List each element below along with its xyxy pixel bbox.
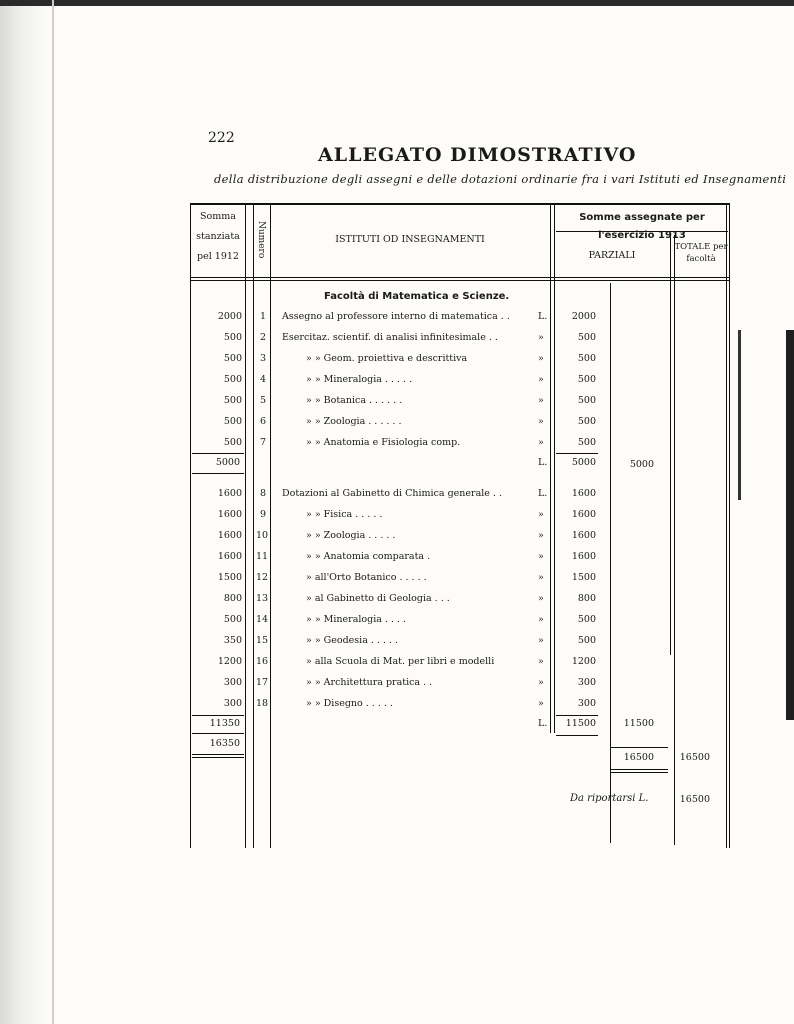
col-divider (554, 203, 555, 733)
subtotal-stanziata: 11350 (209, 718, 240, 729)
col-divider (270, 203, 271, 848)
subtotal-rule (192, 715, 244, 716)
row-parziale: 500 (577, 353, 596, 364)
row-number: 9 (260, 509, 267, 520)
row-parziale: 1600 (571, 488, 596, 499)
row-currency: » (538, 635, 544, 646)
grand-rule (610, 747, 668, 748)
row-stanziata: 500 (223, 353, 242, 364)
row-description: » » Anatomia e Fisiologia comp. (306, 437, 461, 448)
carry-forward-text: Da riportarsi (570, 793, 636, 804)
row-number: 8 (260, 488, 267, 499)
row-number: 5 (260, 395, 267, 406)
row-currency: » (538, 677, 544, 688)
col-divider (674, 235, 675, 845)
allocation-table (190, 203, 730, 848)
row-currency: » (538, 593, 544, 604)
row-stanziata: 1600 (217, 551, 242, 562)
subtotal-rule (192, 473, 244, 474)
subtotal-rule (556, 715, 598, 716)
row-stanziata: 800 (223, 593, 242, 604)
row-currency: » (538, 374, 544, 385)
row-stanziata: 1600 (217, 509, 242, 520)
row-currency: » (538, 656, 544, 667)
row-currency: » (538, 353, 544, 364)
document-title: ALLEGATO DIMOSTRATIVO (318, 144, 637, 166)
row-description: » » Geom. proiettiva e descrittiva (306, 353, 468, 364)
row-parziale: 1500 (571, 572, 596, 583)
row-number: 17 (256, 677, 269, 688)
row-number: 16 (256, 656, 269, 667)
row-parziale: 300 (577, 698, 596, 709)
row-number: 1 (260, 311, 267, 322)
subtotal-sum: 11500 (623, 718, 654, 729)
col-divider (245, 203, 246, 848)
row-description: » » Zoologia . . . . . (306, 530, 396, 541)
row-parziale: 500 (577, 437, 596, 448)
row-description: » » Mineralogia . . . . . (306, 374, 413, 385)
row-currency: L. (538, 488, 548, 499)
row-number: 15 (256, 635, 269, 646)
grand-rule (610, 772, 668, 773)
row-parziale: 500 (577, 332, 596, 343)
section-title: Facoltà di Matematica e Scienze. (324, 291, 510, 302)
row-stanziata: 500 (223, 374, 242, 385)
col-divider (670, 235, 671, 655)
row-description: » » Architettura pratica . . (306, 677, 433, 688)
row-number: 14 (256, 614, 269, 625)
header-numero: Numero (256, 221, 266, 259)
row-stanziata: 1600 (217, 530, 242, 541)
grand-rule (192, 757, 244, 758)
carry-forward-currency: L. (638, 793, 649, 804)
col-divider (253, 203, 254, 848)
row-parziale: 500 (577, 395, 596, 406)
row-description: » alla Scuola di Mat. per libri e modelli (306, 656, 495, 667)
subtotal-rule (556, 735, 598, 736)
header-bottom-rule (190, 277, 730, 278)
row-description: » » Geodesia . . . . . (306, 635, 399, 646)
row-number: 6 (260, 416, 267, 427)
page-number: 222 (208, 130, 235, 146)
row-number: 18 (256, 698, 269, 709)
row-currency: » (538, 416, 544, 427)
subtotal-rule (556, 453, 598, 454)
row-parziale: 500 (577, 374, 596, 385)
row-parziale: 800 (577, 593, 596, 604)
scan-speck (786, 330, 794, 720)
header-totale: TOTALE per facoltà (674, 242, 728, 264)
header-somma: Somma stanziata pel 1912 (196, 211, 240, 262)
col-divider (550, 203, 551, 733)
scan-speck (738, 330, 741, 500)
carry-forward-value: 16500 (679, 794, 710, 805)
table-left-border (190, 203, 191, 848)
grand-rule (192, 754, 244, 755)
row-number: 13 (256, 593, 269, 604)
row-number: 7 (260, 437, 267, 448)
scan-artifact-line (52, 0, 54, 1024)
row-number: 3 (260, 353, 267, 364)
scan-border-top (0, 0, 794, 6)
row-stanziata: 500 (223, 332, 242, 343)
grand-rule (610, 769, 668, 770)
scan-border-left (0, 0, 48, 1024)
header-istituti: ISTITUTI OD INSEGNAMENTI (335, 234, 485, 245)
subtotal-currency: L. (538, 718, 548, 729)
subtotal-sum: 5000 (629, 459, 654, 470)
row-stanziata: 500 (223, 416, 242, 427)
row-stanziata: 2000 (217, 311, 242, 322)
row-parziale: 2000 (571, 311, 596, 322)
row-description: » al Gabinetto di Geologia . . . (306, 593, 450, 604)
grand-stanziata: 16350 (209, 738, 240, 749)
row-parziale: 500 (577, 416, 596, 427)
table-right-border (726, 203, 727, 848)
row-currency: » (538, 332, 544, 343)
row-description: » » Fisica . . . . . (306, 509, 383, 520)
row-stanziata: 500 (223, 395, 242, 406)
row-currency: » (538, 437, 544, 448)
row-stanziata: 500 (223, 437, 242, 448)
row-parziale: 1600 (571, 551, 596, 562)
row-stanziata: 300 (223, 677, 242, 688)
row-currency: » (538, 698, 544, 709)
row-parziale: 1600 (571, 509, 596, 520)
subtotal-parziale: 11500 (565, 718, 596, 729)
row-stanziata: 1200 (217, 656, 242, 667)
row-description: Assegno al professore interno di matematica . . (282, 311, 510, 322)
grand-sum: 16500 (623, 752, 654, 763)
row-parziale: 300 (577, 677, 596, 688)
row-description: » all'Orto Botanico . . . . . (306, 572, 427, 583)
row-stanziata: 500 (223, 614, 242, 625)
row-stanziata: 1600 (217, 488, 242, 499)
row-description: » » Mineralogia . . . . (306, 614, 407, 625)
row-description: Dotazioni al Gabinetto di Chimica generale . . (282, 488, 502, 499)
subtotal-stanziata: 5000 (215, 457, 240, 468)
row-parziale: 1600 (571, 530, 596, 541)
parz-divider (610, 283, 611, 843)
table-right-border (729, 203, 730, 848)
row-number: 12 (256, 572, 269, 583)
header-bottom-rule (190, 280, 730, 281)
row-description: » » Zoologia . . . . . . (306, 416, 402, 427)
header-parziali: PARZIALI (588, 250, 636, 261)
row-number: 4 (260, 374, 267, 385)
carry-forward-label (570, 793, 648, 804)
row-stanziata: 300 (223, 698, 242, 709)
row-description: » » Disegno . . . . . (306, 698, 393, 709)
row-currency: » (538, 614, 544, 625)
row-parziale: 1200 (571, 656, 596, 667)
row-number: 10 (256, 530, 269, 541)
row-parziale: 500 (577, 635, 596, 646)
grand-totale: 16500 (679, 752, 710, 763)
row-currency: L. (538, 311, 548, 322)
row-currency: » (538, 530, 544, 541)
row-number: 2 (260, 332, 267, 343)
row-currency: » (538, 572, 544, 583)
row-description: » » Anatomia comparata . (306, 551, 431, 562)
row-number: 11 (256, 551, 269, 562)
row-parziale: 500 (577, 614, 596, 625)
subtotal-rule (192, 453, 244, 454)
row-currency: » (538, 395, 544, 406)
document-subtitle: della distribuzione degli assegni e delle dotazioni ordinarie fra i vari Istituti ed Insegnamenti (214, 172, 787, 186)
subtotal-rule (192, 733, 244, 734)
table-top-rule (190, 203, 730, 205)
row-description: Esercitaz. scientif. di analisi infinitesimale . . (282, 332, 498, 343)
row-currency: » (538, 551, 544, 562)
row-stanziata: 1500 (217, 572, 242, 583)
subtotal-parziale: 5000 (571, 457, 596, 468)
row-description: » » Botanica . . . . . . (306, 395, 403, 406)
header-somme-assegnate: Somme assegnate per l'esercizio 1913 (579, 212, 705, 241)
subtotal-currency: L. (538, 457, 548, 468)
row-stanziata: 350 (223, 635, 242, 646)
row-currency: » (538, 509, 544, 520)
